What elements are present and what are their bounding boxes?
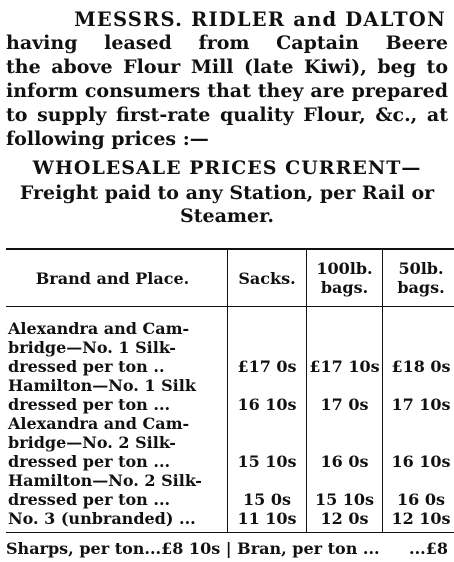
brand-line: Alexandra and Cam- [8,414,190,433]
brand-line: bridge—No. 1 Silk- [8,338,176,357]
header-50lb-bags [383,249,454,307]
price-value: 15 10s [237,452,297,471]
price-100lb [307,307,383,377]
intro-line: to supply first-rate quality Flour, &c., at [6,104,448,126]
price-value: 11 10s [237,509,297,528]
section-title: WHOLESALE PRICES CURRENT— [32,157,422,179]
price-50lb [383,471,454,509]
price-sacks [228,376,307,414]
headline: MESSRS. RIDLER and DALTON [74,8,446,31]
price-value: 12 0s [320,509,369,528]
header-50lb-line1: 50lb. [398,259,444,278]
price-table [6,248,454,533]
price-value: £18 0s [391,357,451,376]
header-100lb-line1: 100lb. [316,259,373,278]
brand-line: Hamilton—No. 1 Silk [8,376,196,395]
table-row [6,376,454,414]
price-value: 15 10s [314,490,375,509]
table-row [6,471,454,509]
freight-note [6,182,448,228]
header-100lb-line2: bags. [320,278,369,297]
intro-line: having leased from Captain Beere [6,32,448,54]
brand-line: dressed per ton .. [8,357,165,376]
intro-line: following prices :— [6,128,209,150]
intro-paragraph [6,31,448,151]
price-100lb [307,471,383,509]
price-100lb [307,376,383,414]
price-100lb [307,414,383,471]
price-sacks [228,414,307,471]
brand-cell [6,376,228,414]
intro-line: the above Flour Mill (late Kiwi), beg to [6,56,448,78]
brand-cell [6,509,228,533]
brand-cell [6,414,228,471]
price-sacks [228,509,307,533]
price-value: 17 10s [391,395,451,414]
price-value: 16 0s [397,490,445,509]
brand-line: No. 3 (unbranded) ... [8,509,196,528]
price-value: 16 0s [320,452,369,471]
table-header-row [6,249,454,307]
price-50lb [383,509,454,533]
price-sacks [228,307,307,377]
brand-line: bridge—No. 2 Silk- [8,433,176,452]
price-50lb [383,376,454,414]
brand-line: Alexandra and Cam- [8,319,190,338]
price-value: 12 10s [391,509,451,528]
price-sacks [228,471,307,509]
price-value: 17 0s [320,395,369,414]
brand-line: dressed per ton ... [8,395,171,414]
brand-line: dressed per ton ... [8,490,171,509]
footer-left: Sharps, per ton...£8 10s | Bran, per ton ... [6,539,380,558]
price-50lb [383,414,454,471]
price-50lb [383,307,454,377]
footer-prices [6,539,448,559]
price-100lb [307,509,383,533]
header-brand: Brand and Place. [6,249,228,307]
price-value: £17 10s [309,357,380,376]
table-row [6,414,454,471]
brand-line: Hamilton—No. 2 Silk- [8,471,202,490]
table-row [6,307,454,377]
table-row [6,509,454,533]
freight-line: Steamer. [180,205,274,227]
price-value: 16 10s [237,395,297,414]
intro-line: inform consumers that they are prepared [6,80,448,102]
brand-line: dressed per ton ... [8,452,171,471]
header-sacks: Sacks. [228,249,307,307]
freight-line: Freight paid to any Station, per Rail or [19,182,435,204]
brand-cell [6,471,228,509]
price-value: 16 10s [391,452,451,471]
header-100lb-bags [307,249,383,307]
header-50lb-line2: bags. [397,278,445,297]
brand-cell [6,307,228,377]
footer-right: ...£8 [409,539,448,558]
price-value: 15 0s [243,490,291,509]
price-value: £17 0s [237,357,297,376]
